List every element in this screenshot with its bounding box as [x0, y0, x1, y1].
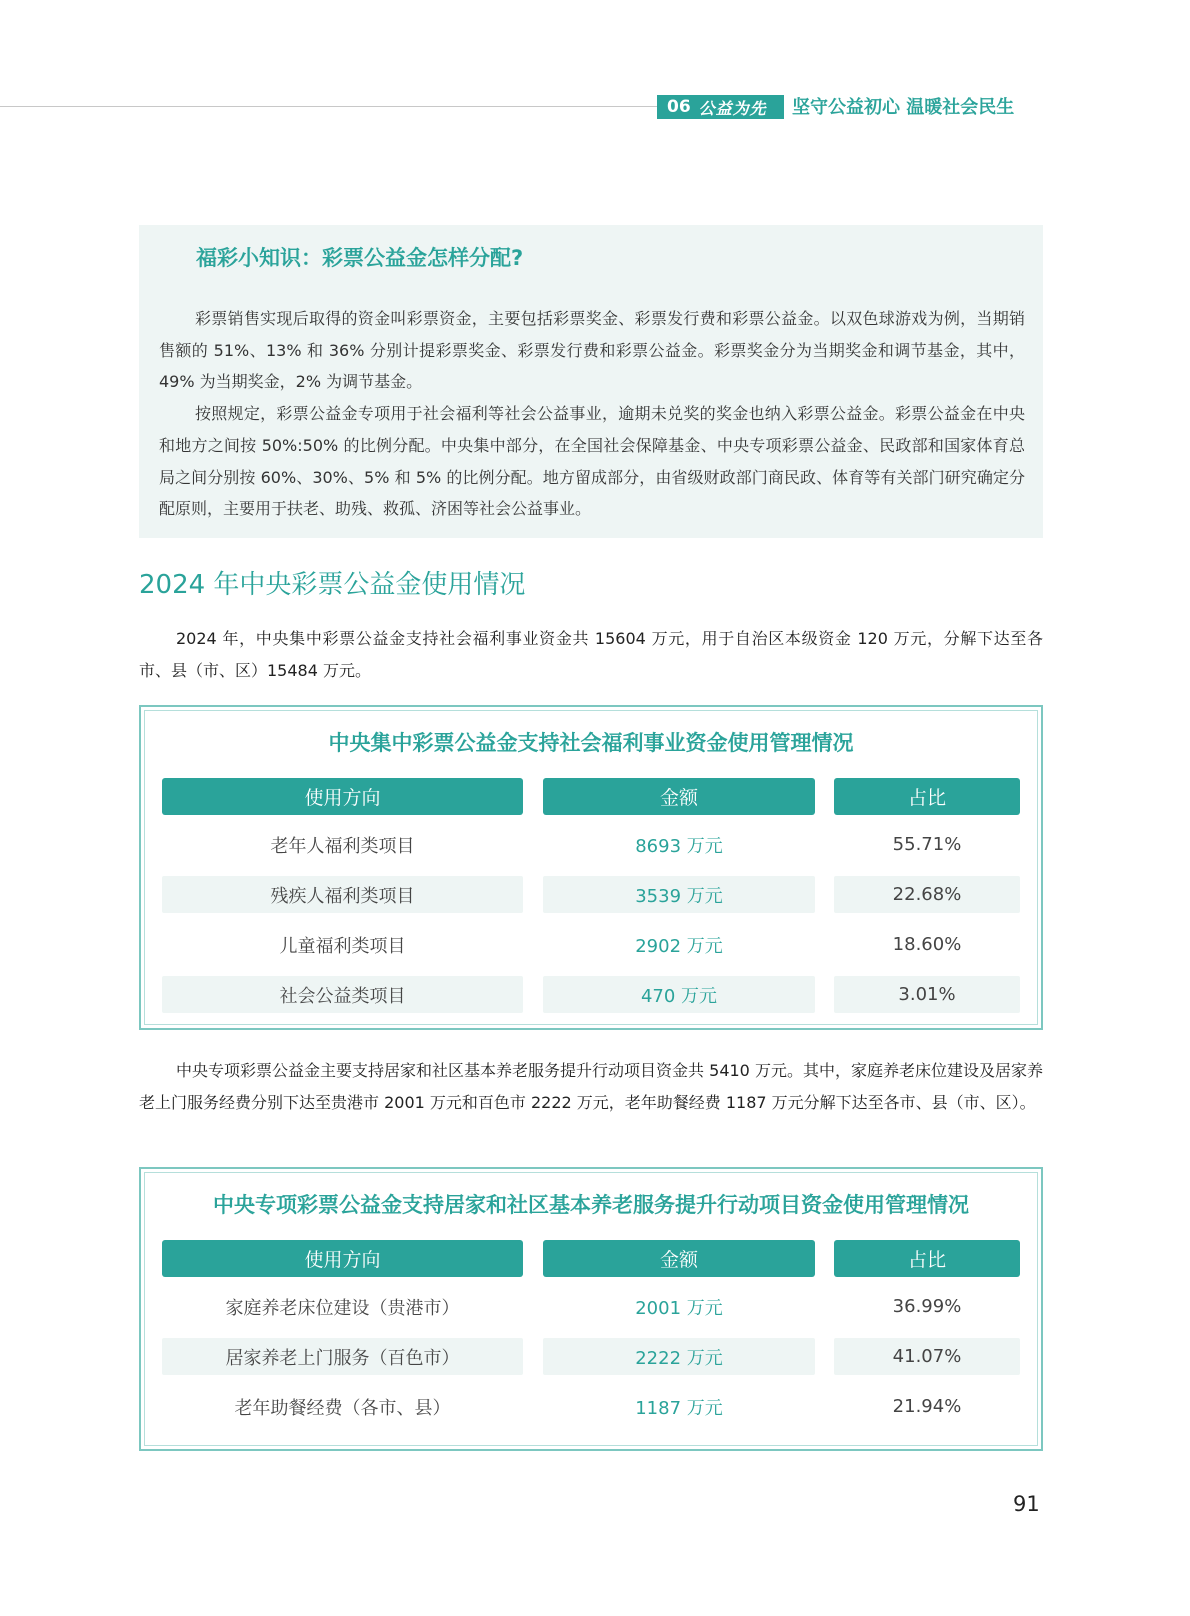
- table-cell-amount: 2222 万元: [543, 1338, 815, 1375]
- section-title: 2024 年中央彩票公益金使用情况: [139, 570, 526, 600]
- table-cell-amount: 1187 万元: [635, 1397, 723, 1419]
- table-title: 中央专项彩票公益金支持居家和社区基本养老服务提升行动项目资金使用管理情况: [213, 1193, 969, 1217]
- chapter-badge: [657, 95, 784, 119]
- column-header-amount: 金额: [543, 778, 815, 815]
- column-header-ratio: 占比: [834, 1240, 1020, 1277]
- chapter-number: 06: [667, 97, 691, 117]
- column-header-amount: 金额: [543, 1240, 815, 1277]
- chapter-name: 公益为先: [698, 98, 767, 118]
- table-cell-amount: 2001 万元: [635, 1297, 723, 1319]
- table-cell-ratio: 3.01%: [834, 976, 1020, 1013]
- column-header-ratio: 占比: [834, 778, 1020, 815]
- column-header-direction: 使用方向: [162, 778, 523, 815]
- table-cell-ratio: 21.94%: [892, 1396, 962, 1417]
- intro-paragraph: [139, 623, 1043, 687]
- info-paragraph-1: 彩票销售实现后取得的资金叫彩票资金，主要包括彩票奖金、彩票发行费和彩票公益金。以双色球游戏为例，当期销售额的 51%、13% 和 36% 分别计提彩票奖金、彩票发行费和彩票公益金。彩票奖金分为当期奖金和调节基金，其中，49% 为当期奖金，2% 为调节基金。: [159, 309, 1025, 392]
- table-central-welfare: [139, 705, 1043, 1030]
- table-cell-direction: 社会公益类项目: [162, 976, 523, 1013]
- info-box-title: 福彩小知识：彩票公益金怎样分配?: [196, 246, 524, 270]
- header-rule: [0, 106, 657, 107]
- table-cell-ratio: 36.99%: [892, 1296, 962, 1317]
- table-cell-direction: 老年人福利类项目: [270, 835, 415, 857]
- second-paragraph: [139, 1055, 1043, 1119]
- table-cell-amount: 3539 万元: [543, 876, 815, 913]
- table-cell-ratio: 55.71%: [892, 834, 962, 855]
- table-cell-amount: 8693 万元: [635, 835, 723, 857]
- table-elderly-care: [139, 1167, 1043, 1451]
- column-header-direction: 使用方向: [162, 1240, 523, 1277]
- info-box-text: [159, 303, 1025, 525]
- page-number: 91: [1013, 1492, 1040, 1516]
- intro-paragraph-text: 2024 年，中央集中彩票公益金支持社会福利事业资金共 15604 万元，用于自治区本级资金 120 万元，分解下达至各市、县（市、区）15484 万元。: [139, 629, 1043, 680]
- table-cell-direction: 家庭养老床位建设（贵港市）: [225, 1297, 460, 1319]
- table-cell-direction: 残疾人福利类项目: [162, 876, 523, 913]
- info-paragraph-2: 按照规定，彩票公益金专项用于社会福利等社会公益事业，逾期未兑奖的奖金也纳入彩票公益金。彩票公益金在中央和地方之间按 50%:50% 的比例分配。中央集中部分，在全国社会保障基金、中央专项彩票公益金、民政部和国家体育总局之间分别按 60%、30%、5% 和 5% 的比例分配。地方留成部分，由省级财政部门商民政、体育等有关部门研究确定分配原则，主要用于扶老、助残、救孤、济困等社会公益事业。: [159, 404, 1025, 519]
- table-cell-ratio: 22.68%: [834, 876, 1020, 913]
- table-cell-ratio: 18.60%: [892, 934, 962, 955]
- table-cell-direction: 老年助餐经费（各市、县）: [234, 1397, 451, 1419]
- table-cell-amount: 470 万元: [543, 976, 815, 1013]
- second-paragraph-text: 中央专项彩票公益金主要支持居家和社区基本养老服务提升行动项目资金共 5410 万元。其中，家庭养老床位建设及居家养老上门服务经费分别下达至贵港市 2001 万元和百色市 2222 万元，老年助餐经费 1187 万元分解下达至各市、县（市、区）。: [139, 1061, 1043, 1112]
- table-title: 中央集中彩票公益金支持社会福利事业资金使用管理情况: [328, 731, 854, 755]
- table-cell-direction: 儿童福利类项目: [279, 935, 406, 957]
- table-cell-amount: 2902 万元: [635, 935, 723, 957]
- table-cell-ratio: 41.07%: [834, 1338, 1020, 1375]
- chapter-subtitle: 坚守公益初心 温暖社会民生: [792, 97, 1015, 118]
- table-cell-direction: 居家养老上门服务（百色市）: [162, 1338, 523, 1375]
